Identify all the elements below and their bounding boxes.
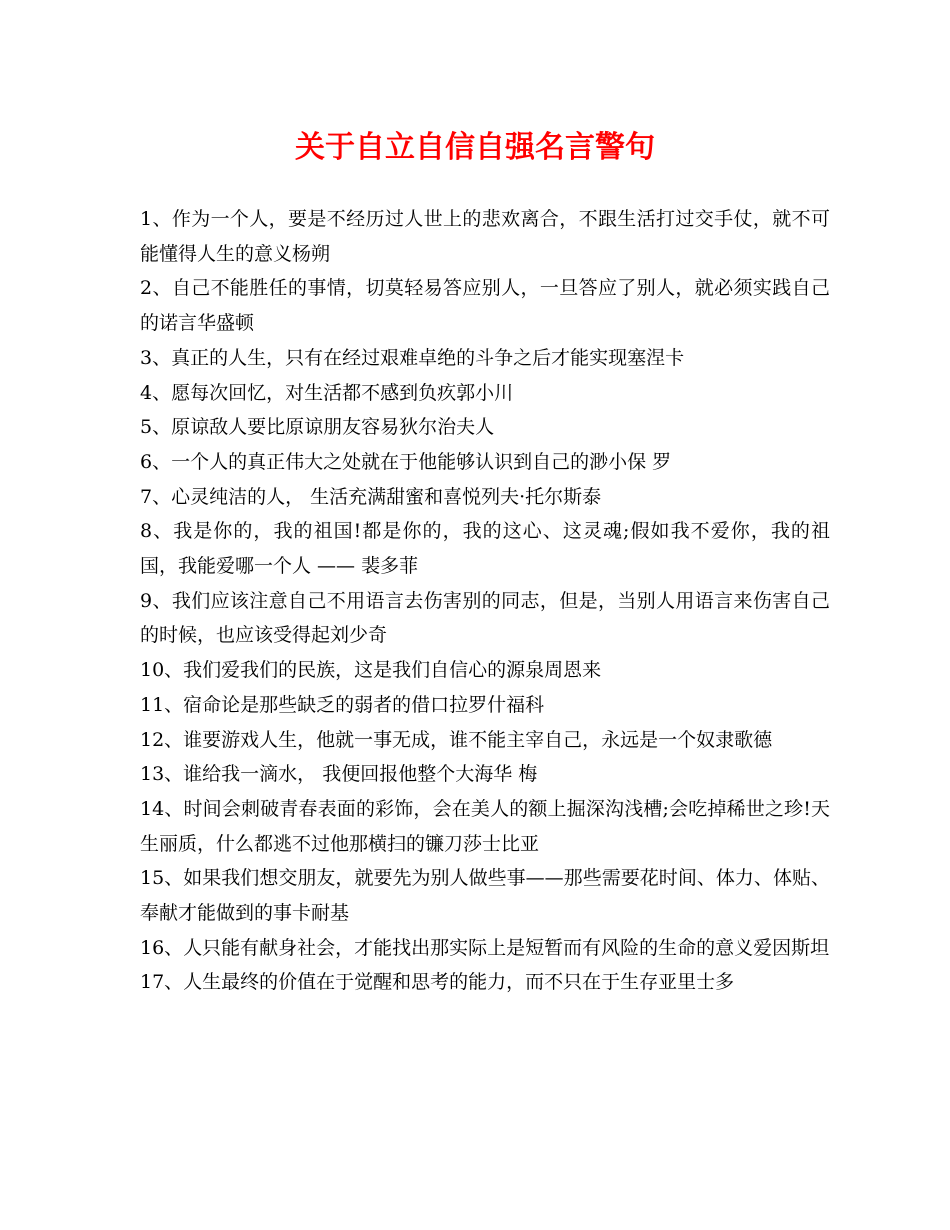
quote-item: 7、心灵纯洁的人， 生活充满甜蜜和喜悦列夫·托尔斯泰 <box>140 485 602 508</box>
quote-item: 11、宿命论是那些缺乏的弱者的借口拉罗什福科 <box>140 693 545 716</box>
quote-item: 5、原谅敌人要比原谅朋友容易狄尔治夫人 <box>140 416 495 439</box>
quote-item: 17、人生最终的价值在于觉醒和思考的能力，而不只在于生存亚里士多 <box>140 971 735 994</box>
quote-item: 13、谁给我一滴水， 我便回报他整个大海华 梅 <box>140 763 538 786</box>
quote-item: 8、我是你的，我的祖国!都是你的，我的这心、这灵魂;假如我不爱你，我的祖国，我能爱哪一个人 —— 裴多菲 <box>140 520 830 578</box>
quote-item: 2、自己不能胜任的事情，切莫轻易答应别人，一旦答应了别人，就必须实践自己的诺言华盛顿 <box>140 277 830 335</box>
quote-list <box>140 202 830 1000</box>
quote-item: 4、愿每次回忆，对生活都不感到负疚郭小川 <box>140 381 514 404</box>
quote-item: 1、作为一个人，要是不经历过人世上的悲欢离合，不跟生活打过交手仗，就不可能懂得人生的意义杨朔 <box>140 208 830 265</box>
quote-item: 9、我们应该注意自己不用语言去伤害别的同志，但是，当别人用语言来伤害自己的时候，也应该受得起刘少奇 <box>140 589 830 647</box>
quote-item: 3、真正的人生，只有在经过艰难卓绝的斗争之后才能实现塞涅卡 <box>140 346 685 369</box>
page-title: 关于自立自信自强名言警句 <box>295 130 655 165</box>
quote-item: 15、如果我们想交朋友，就要先为别人做些事——那些需要花时间、体力、体贴、奉献才能做到的事卡耐基 <box>140 867 830 925</box>
quote-item: 14、时间会刺破青春表面的彩饰，会在美人的额上掘深沟浅槽;会吃掉稀世之珍!天生丽质，什么都逃不过他那横扫的镰刀莎士比亚 <box>140 797 830 855</box>
quote-item: 6、一个人的真正伟大之处就在于他能够认识到自己的渺小保 罗 <box>140 450 672 473</box>
quote-item: 10、我们爱我们的民族，这是我们自信心的源泉周恩来 <box>140 659 602 682</box>
quote-item: 12、谁要游戏人生，他就一事无成，谁不能主宰自己，永远是一个奴隶歌德 <box>140 728 773 751</box>
quote-item: 16、人只能有献身社会，才能找出那实际上是短暂而有风险的生命的意义爱因斯坦 <box>140 936 830 959</box>
